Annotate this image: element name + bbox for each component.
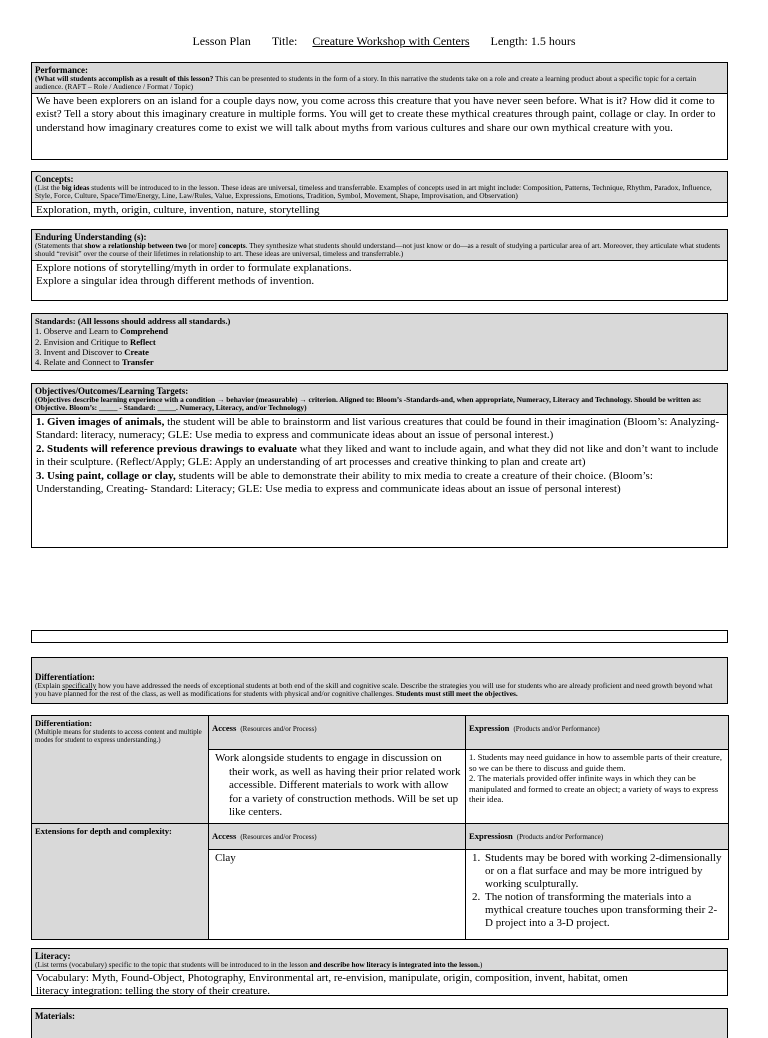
- differentiation-heading: Differentiation:: [35, 672, 95, 682]
- empty-box: [31, 630, 728, 643]
- expression-item: 1. Students may need guidance in how to assemble parts of their creature, so we can be there to discuss and guide them.: [469, 752, 722, 773]
- concepts-header: [32, 172, 727, 203]
- ext-access-sub: (Resources and/or Process): [240, 833, 317, 841]
- differentiation-section: [31, 657, 728, 704]
- expression-sub: (Products and/or Performance): [513, 725, 600, 733]
- literacy-header: [32, 949, 727, 971]
- objective-item: 3. Using paint, collage or clay, students will be able to demonstrate their ability to mix media to create a creature of their choice. (Bloom’s: Understanding, Creating- Standard: Literacy; GLE: Use media to express and communicate ideas about an issue of personal interest): [36, 469, 653, 496]
- access-content: Work alongside students to engage in discussion on their work, as well as having their prior related work accessible. Different materials to work with allow for a variety of construction methods. Will be set up like centers.: [215, 752, 461, 818]
- performance-content: We have been explorers on an island for a couple days now, you come across this creature that you have never seen before. What is it? How did it come to exist? Tell a story about this imaginary creature in multiple forms. You will get to create these mythical creatures through paint, collage or clay. In order to understand how imaginary creatures come to exist we will talk about myths from various cultures and share our own mythical creature with you.: [36, 94, 716, 134]
- materials-heading: Materials:: [35, 1011, 75, 1021]
- differentiation-label-cell: [32, 716, 209, 824]
- extensions-label-cell: [32, 824, 209, 940]
- ext-expression-item: 1. Students may be bored with working 2-dimensionally or on a flat surface and may be more intrigued by working sculpturally.: [483, 852, 725, 891]
- ext-expression-header-cell: [466, 824, 729, 850]
- ext-access-content-cell: [209, 850, 466, 940]
- differentiation-table: [31, 715, 729, 940]
- title-label: Title:: [271, 34, 298, 48]
- performance-heading: Performance:: [35, 65, 88, 75]
- ext-access-content: Clay: [215, 852, 236, 864]
- access-header-cell: [209, 716, 466, 750]
- standard-item: 3. Invent and Discover to Create: [35, 346, 149, 357]
- standards-heading: Standards: (All lessons should address all standards.): [35, 316, 231, 326]
- literacy-content: [32, 971, 727, 998]
- literacy-line: Vocabulary: Myth, Found-Object, Photography, Environmental art, re-envision, manipulate, origin, composition, invent, habitat, omen: [36, 972, 628, 985]
- objective-item: 2. Students will reference previous drawings to evaluate what they liked and want to include again, and what they did not like and don’t want to include in their sculpture. (Reflect/Apply; GLE: Apply an understanding of art processes and creative thinking to plan and create art): [36, 442, 719, 469]
- differentiation-instructions: (Explain specifically how you have addressed the needs of exceptional students at both end of the skill and cognitive scale. Describe the strategies you will use for students who are already proficient and need growth beyond what you have planned for the rest of the class, as well as modifications for students with physical and/or cognitive challenges. Students must still meet the objectives.: [35, 681, 713, 699]
- extensions-label: Extensions for depth and complexity:: [35, 826, 172, 836]
- objectives-header: [32, 384, 727, 415]
- performance-instructions: (What will students accomplish as a result of this lesson? This can be presented to students in the form of a story. In this narrative the students take on a role and create a learning product about a specific topic for a certain audience. (RAFT – Role / Audience / Format / Topic): [35, 74, 697, 92]
- ext-expression-label: Expressiosn: [469, 831, 513, 841]
- enduring-heading: Enduring Understanding (s):: [35, 232, 147, 242]
- access-label: Access: [212, 723, 237, 733]
- materials-section: [31, 1008, 728, 1038]
- standards-section: [31, 313, 728, 371]
- objective-item: 1. Given images of animals, the student will be able to brainstorm and list various creatures that could be found in their imagination (Bloom’s: Analyzing- Standard: literacy, numeracy; GLE: Use media to express and communicate ideas about an issue of personal interest.): [36, 415, 720, 442]
- expression-header-cell: [466, 716, 729, 750]
- enduring-line: Explore notions of storytelling/myth in order to formulate explanations.: [36, 261, 352, 274]
- expression-item: 2. The materials provided offer infinite ways in which they can be manipulated and formed to create an object; a variety of ways to express their idea.: [469, 773, 719, 804]
- literacy-section: [31, 948, 728, 996]
- enduring-instructions: (Statements that show a relationship between two [or more] concepts. They synthesize what students should understand—not just know or do—as a result of studying a particular area of art. Moreover, they articulate what students should “revisit” over the course of their lifetimes in relationship to art. These ideas are universal, timeless and transferrable.): [35, 241, 721, 259]
- standard-item: 1. Observe and Learn to Comprehend: [35, 326, 169, 337]
- standards-box: [32, 314, 727, 370]
- table-row: [32, 716, 729, 750]
- objectives-content: [32, 415, 727, 498]
- lesson-title: Creature Workshop with Centers: [312, 34, 470, 48]
- standard-item: 4. Relate and Connect to Transfer: [35, 357, 154, 368]
- ext-expression-item: 2. The notion of transforming the materials into a mythical creature touches upon transforming their 2-D project into a 3-D project.: [483, 891, 725, 930]
- performance-header: [32, 63, 727, 94]
- ext-expression-sub: (Products and/or Performance): [516, 833, 604, 841]
- access-content-cell: [209, 750, 466, 824]
- objectives-section: [31, 383, 728, 548]
- differentiation-label-sub: (Multiple means for students to access content and multiple modes for student to express understanding.): [35, 728, 202, 744]
- ext-expression-content-cell: [466, 850, 729, 940]
- expression-content-cell: [466, 750, 729, 824]
- ext-access-label: Access: [212, 831, 237, 841]
- concepts-section: [31, 171, 728, 217]
- concepts-heading: Concepts:: [35, 174, 74, 184]
- standard-item: 2. Envision and Critique to Reflect: [35, 336, 156, 347]
- enduring-line: Explore a singular idea through different methods of invention.: [36, 275, 315, 288]
- access-sub: (Resources and/or Process): [240, 725, 317, 733]
- enduring-header: [32, 230, 727, 261]
- enduring-understanding-section: [31, 229, 728, 301]
- enduring-content: [32, 261, 727, 290]
- lesson-length: Length: 1.5 hours: [490, 34, 576, 48]
- objectives-heading: Objectives/Outcomes/Learning Targets:: [35, 386, 189, 396]
- differentiation-box: [32, 658, 727, 703]
- ext-access-header-cell: [209, 824, 466, 850]
- literacy-instructions: (List terms (vocabulary) specific to the topic that students will be introduced to in the lesson and describe how literacy is integrated into the lesson.): [35, 960, 483, 969]
- ext-expression-list: [469, 852, 725, 930]
- concepts-content: Exploration, myth, origin, culture, invention, nature, storytelling: [36, 203, 320, 216]
- literacy-heading: Literacy:: [35, 951, 71, 961]
- concepts-instructions: (List the big ideas students will be introduced to in the lesson. These ideas are universal, timeless and transferrable. Examples of concepts used in art might include: Composition, Patterns, Technique, Rhythm, Paradox, Influence, Style, Force, Culture, Space/Time/Energy, Line, Law/Rules, Value, Expressions, Emotions, Tradition, Symbol, Movement, Shape, Improvisation, and Observation): [35, 183, 712, 201]
- objectives-instructions: (Objectives describe learning experience with a condition → behavior (measurable) → criterion. Aligned to: Bloom’s -Standards-and, when appropriate, Numeracy, Literacy and Technology. Should be written as: Objective. Bloom’s: _____ - Standard: _____. Numeracy, Literacy, and/or Technology): [35, 395, 702, 413]
- table-row: [32, 824, 729, 850]
- expression-label: Expression: [469, 723, 510, 733]
- differentiation-label: Differentiation:: [35, 718, 93, 728]
- lesson-plan-label: Lesson Plan: [192, 34, 251, 48]
- literacy-line: literacy integration: telling the story of their creature.: [36, 984, 270, 997]
- document-header: [0, 34, 768, 49]
- performance-section: [31, 62, 728, 160]
